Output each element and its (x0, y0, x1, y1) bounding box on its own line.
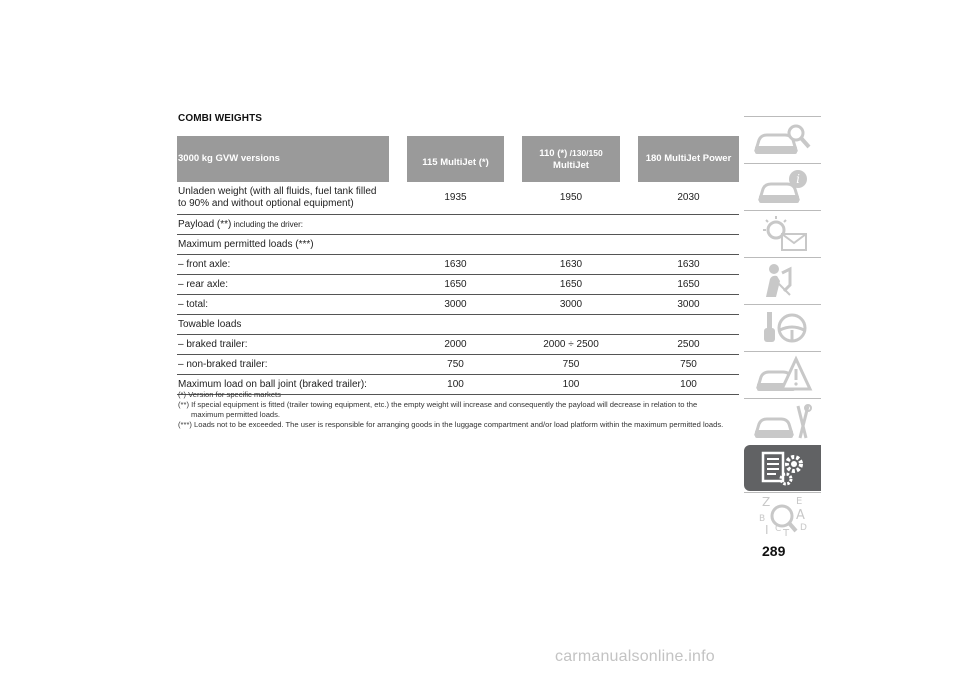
header-versions: 3000 kg GVW versions (177, 136, 389, 182)
table-row: Payload (**) including the driver: (177, 215, 739, 235)
car-info-icon (750, 167, 816, 207)
table-row: – total: 3000 3000 3000 (177, 295, 739, 315)
table-row: – front axle: 1630 1630 1630 (177, 255, 739, 275)
footnote-3: (***) Loads not to be exceeded. The user is responsible for arranging goods in the luggage compartment and/or load platform within the maximum permitted loads. (178, 420, 724, 429)
table-row: – braked trailer: 2000 2000 ÷ 2500 2500 (177, 335, 739, 355)
footnote-1: (*) Version for specific markets (178, 390, 281, 399)
tab-servicing-care[interactable] (744, 398, 821, 444)
table-row: – rear axle: 1650 1650 1650 (177, 275, 739, 295)
combi-weights-table (177, 136, 739, 395)
table-header-row (177, 136, 739, 182)
car-magnifier-icon (750, 120, 816, 160)
section-title: COMBI WEIGHTS (178, 113, 263, 124)
header-180-multijet-power: 180 MultiJet Power (638, 136, 739, 182)
tab-starting-driving[interactable] (744, 304, 821, 350)
tab-warning-lights[interactable] (744, 210, 821, 256)
tab-emergency[interactable] (744, 351, 821, 397)
svg-text:C: C (774, 523, 781, 534)
tab-safety[interactable] (744, 257, 821, 303)
tab-technical-specifications[interactable] (744, 445, 821, 491)
car-tools-icon (750, 402, 816, 442)
tab-index[interactable] (744, 492, 821, 538)
key-steering-wheel-icon (750, 308, 816, 348)
svg-text:D: D (799, 522, 807, 533)
svg-text:A: A (795, 507, 805, 523)
svg-text:B: B (758, 513, 765, 524)
table-row: Maximum load on ball joint (braked trailer): 100 100 100 (177, 375, 739, 395)
footnote-2-continued: maximum permitted loads. (191, 410, 281, 419)
table-row: Towable loads (177, 315, 739, 335)
page-number: 289 (762, 543, 786, 559)
chapter-tabs-sidebar (744, 116, 821, 540)
car-warning-icon (750, 355, 816, 395)
tab-knowing-your-vehicle[interactable] (744, 116, 821, 162)
svg-text:i: i (795, 171, 800, 186)
table-row: – non-braked trailer: 750 750 750 (177, 355, 739, 375)
svg-text:Z: Z (761, 494, 770, 509)
header-115-multijet: 115 MultiJet (*) (407, 136, 504, 182)
svg-text:T: T (782, 527, 789, 538)
table-row: Maximum permitted loads (***) (177, 235, 739, 255)
tab-safety-info[interactable] (744, 163, 821, 209)
airbag-person-icon (750, 261, 816, 301)
table-row: Unladen weight (with all fluids, fuel tank filled to 90% and without optional equipment) 1935 1950 2030 (177, 182, 739, 215)
header-110-130-150-multijet: 110 (*) /130/150 MultiJet (522, 136, 620, 182)
alphabetical-index-icon (750, 494, 816, 538)
footnotes (178, 390, 743, 430)
light-envelope-icon (750, 214, 816, 254)
svg-text:I: I (764, 522, 769, 537)
svg-text:E: E (795, 495, 802, 507)
technical-data-gears-icon (750, 448, 816, 488)
watermark: carmanualsonline.info (555, 648, 715, 665)
footnote-2: (**) If special equipment is fitted (trailer towing equipment, etc.) the empty weight will increase and consequently the payload will decrease in relation to the (178, 400, 698, 409)
